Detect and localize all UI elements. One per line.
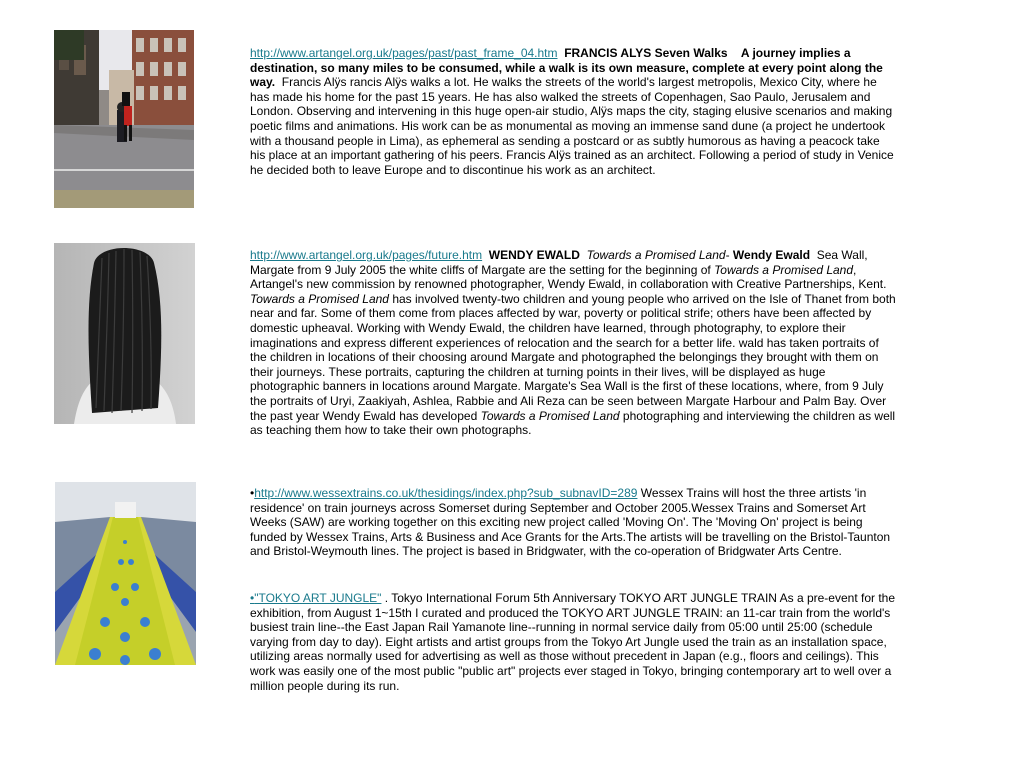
- artist-name: WENDY EWALD: [488, 248, 580, 262]
- work-title-inline-2: Towards a Promised Land: [250, 291, 389, 306]
- work-title: Towards a Promised Land: [586, 248, 726, 262]
- entry-lead: A journey implies a destination, so many miles to be consumed, while a walk is its own measure, complete at every point along the way.: [250, 46, 883, 90]
- artangel-past-link[interactable]: http://www.artangel.org.uk/pages/past/past_frame_04.htm: [250, 46, 558, 60]
- work-title-inline-1: Towards a Promised Land: [714, 262, 854, 277]
- tokyo-art-jungle-link[interactable]: [250, 591, 381, 605]
- bullet: •: [250, 486, 255, 500]
- entry-text-3: has involved twenty-two children and young people who arrived on the Isle of Thanet from both near and far. Some of them come from places affected by war, poverty or political strife; others have been affected by domestic upheaval. Working with Wendy Ewald, the children have learned, through photography, to explore their imaginations and express different experiences of relocation and the search for a better life. wald has taken portraits of the children in locations of their choosing around Margate and photographed the belongings they brought with them on their journeys. These portraits, capturing the children at turning points in their lives, will be displayed as huge photographic banners in locations around Margate. Margate's Sea Wall is the first of these locations, where, from 9 July the portraits of Uryi, Zaakiyah, Ashlea, Rabbie and Ali Reza can be seen between Margate Harbour and Palm Bay. Over the past year Wendy Ewald has developed: [250, 291, 896, 423]
- entry-body: Francis Alÿs rancis Alÿs walks a lot. He walks the streets of the world's largest metropolis, Mexico City, where he has made his home for the past 15 years. He has also walked the streets of Copenhagen, Sao Paulo, Jerusalem and London. Observing and intervening in this huge open-air studio, Alÿs maps the city, staging elusive scenarios and making poetic films and animations. His work can be as monumental as moving an immense sand dune (a project he undertook with a thousand people in Lima), as ephemeral as sending a postcard or as subtly humorous as having a peacock take his place at an important gathering of his peers. Francis Alÿs trained as an architect. Following a period of study in Venice he decided both to leave Europe and to discontinue his work as an architect.: [250, 75, 894, 177]
- entry-wessex-trains: [250, 486, 898, 559]
- link-text: "TOKYO ART JUNGLE": [254, 591, 382, 605]
- entry-francis-alys: [250, 46, 898, 177]
- entry-text-4: photographing and interviewing the children as well as teaching them how to take their own photographs.: [250, 408, 896, 438]
- bullet: •: [250, 591, 255, 605]
- wessex-trains-link[interactable]: http://www.wessextrains.co.uk/thesidings/index.php?sub_subnavID=289: [254, 486, 638, 500]
- entry-text-2: , Artangel's new commission by renowned photographer, Wendy Ewald, in collaboration with Creative Partnerships, Kent.: [250, 262, 887, 292]
- artist-name-secondary: Wendy Ewald: [732, 248, 811, 262]
- train-interior-photo: [55, 482, 196, 665]
- title-dash: -: [725, 248, 733, 262]
- work-title-inline-3: Towards a Promised Land: [480, 408, 620, 423]
- entry-body: Wessex Trains will host the three artists 'in residence' on train journeys across Somerset during September and October 2005.Wessex Trains and Somerset Art Weeks (SAW) are working together on this exciting new project called 'Moving On'. The 'Moving On' project is being funded by Wessex Trains, Arts & Business and Ace Grants for the Arts.The artists will be travelling on the Bristol-Taunton and Bristol-Weymouth lines. The project is based in Bridgwater, with the co-operation of Bridgwater Arts Centre.: [250, 486, 891, 559]
- entry-body: . Tokyo International Forum 5th Anniversary TOKYO ART JUNGLE TRAIN As a pre-event for the exhibition, from August 1~15th I curated and produced the TOKYO ART JUNGLE TRAIN: an 11-car train from the world's busiest train line--the East Japan Rail Yamanote line--running in normal service daily from 05:00 until 25:00 (schedule varying from day to day). Eight artists and artist groups from the Tokyo Art Jungle used the train as an installation space, utilizing areas normally used for advertising as well as those without precedent in Japan (e.g., floors and ceilings). This work was easily one of the most public "public art" projects ever staged in Tokyo, bringing contemporary art to well over a million people during its run.: [250, 591, 896, 693]
- entry-wendy-ewald: [250, 248, 898, 438]
- entry-text-1: Sea Wall, Margate from 9 July 2005 the white cliffs of Margate are the setting for the beginning of: [250, 248, 868, 277]
- artangel-future-link[interactable]: http://www.artangel.org.uk/pages/future.htm: [250, 248, 483, 262]
- street-walker-photo: [54, 30, 194, 208]
- entry-tokyo-art-jungle: [250, 591, 898, 693]
- braided-hair-photo: [54, 243, 195, 424]
- entry-title: FRANCIS ALYS Seven Walks: [564, 46, 728, 60]
